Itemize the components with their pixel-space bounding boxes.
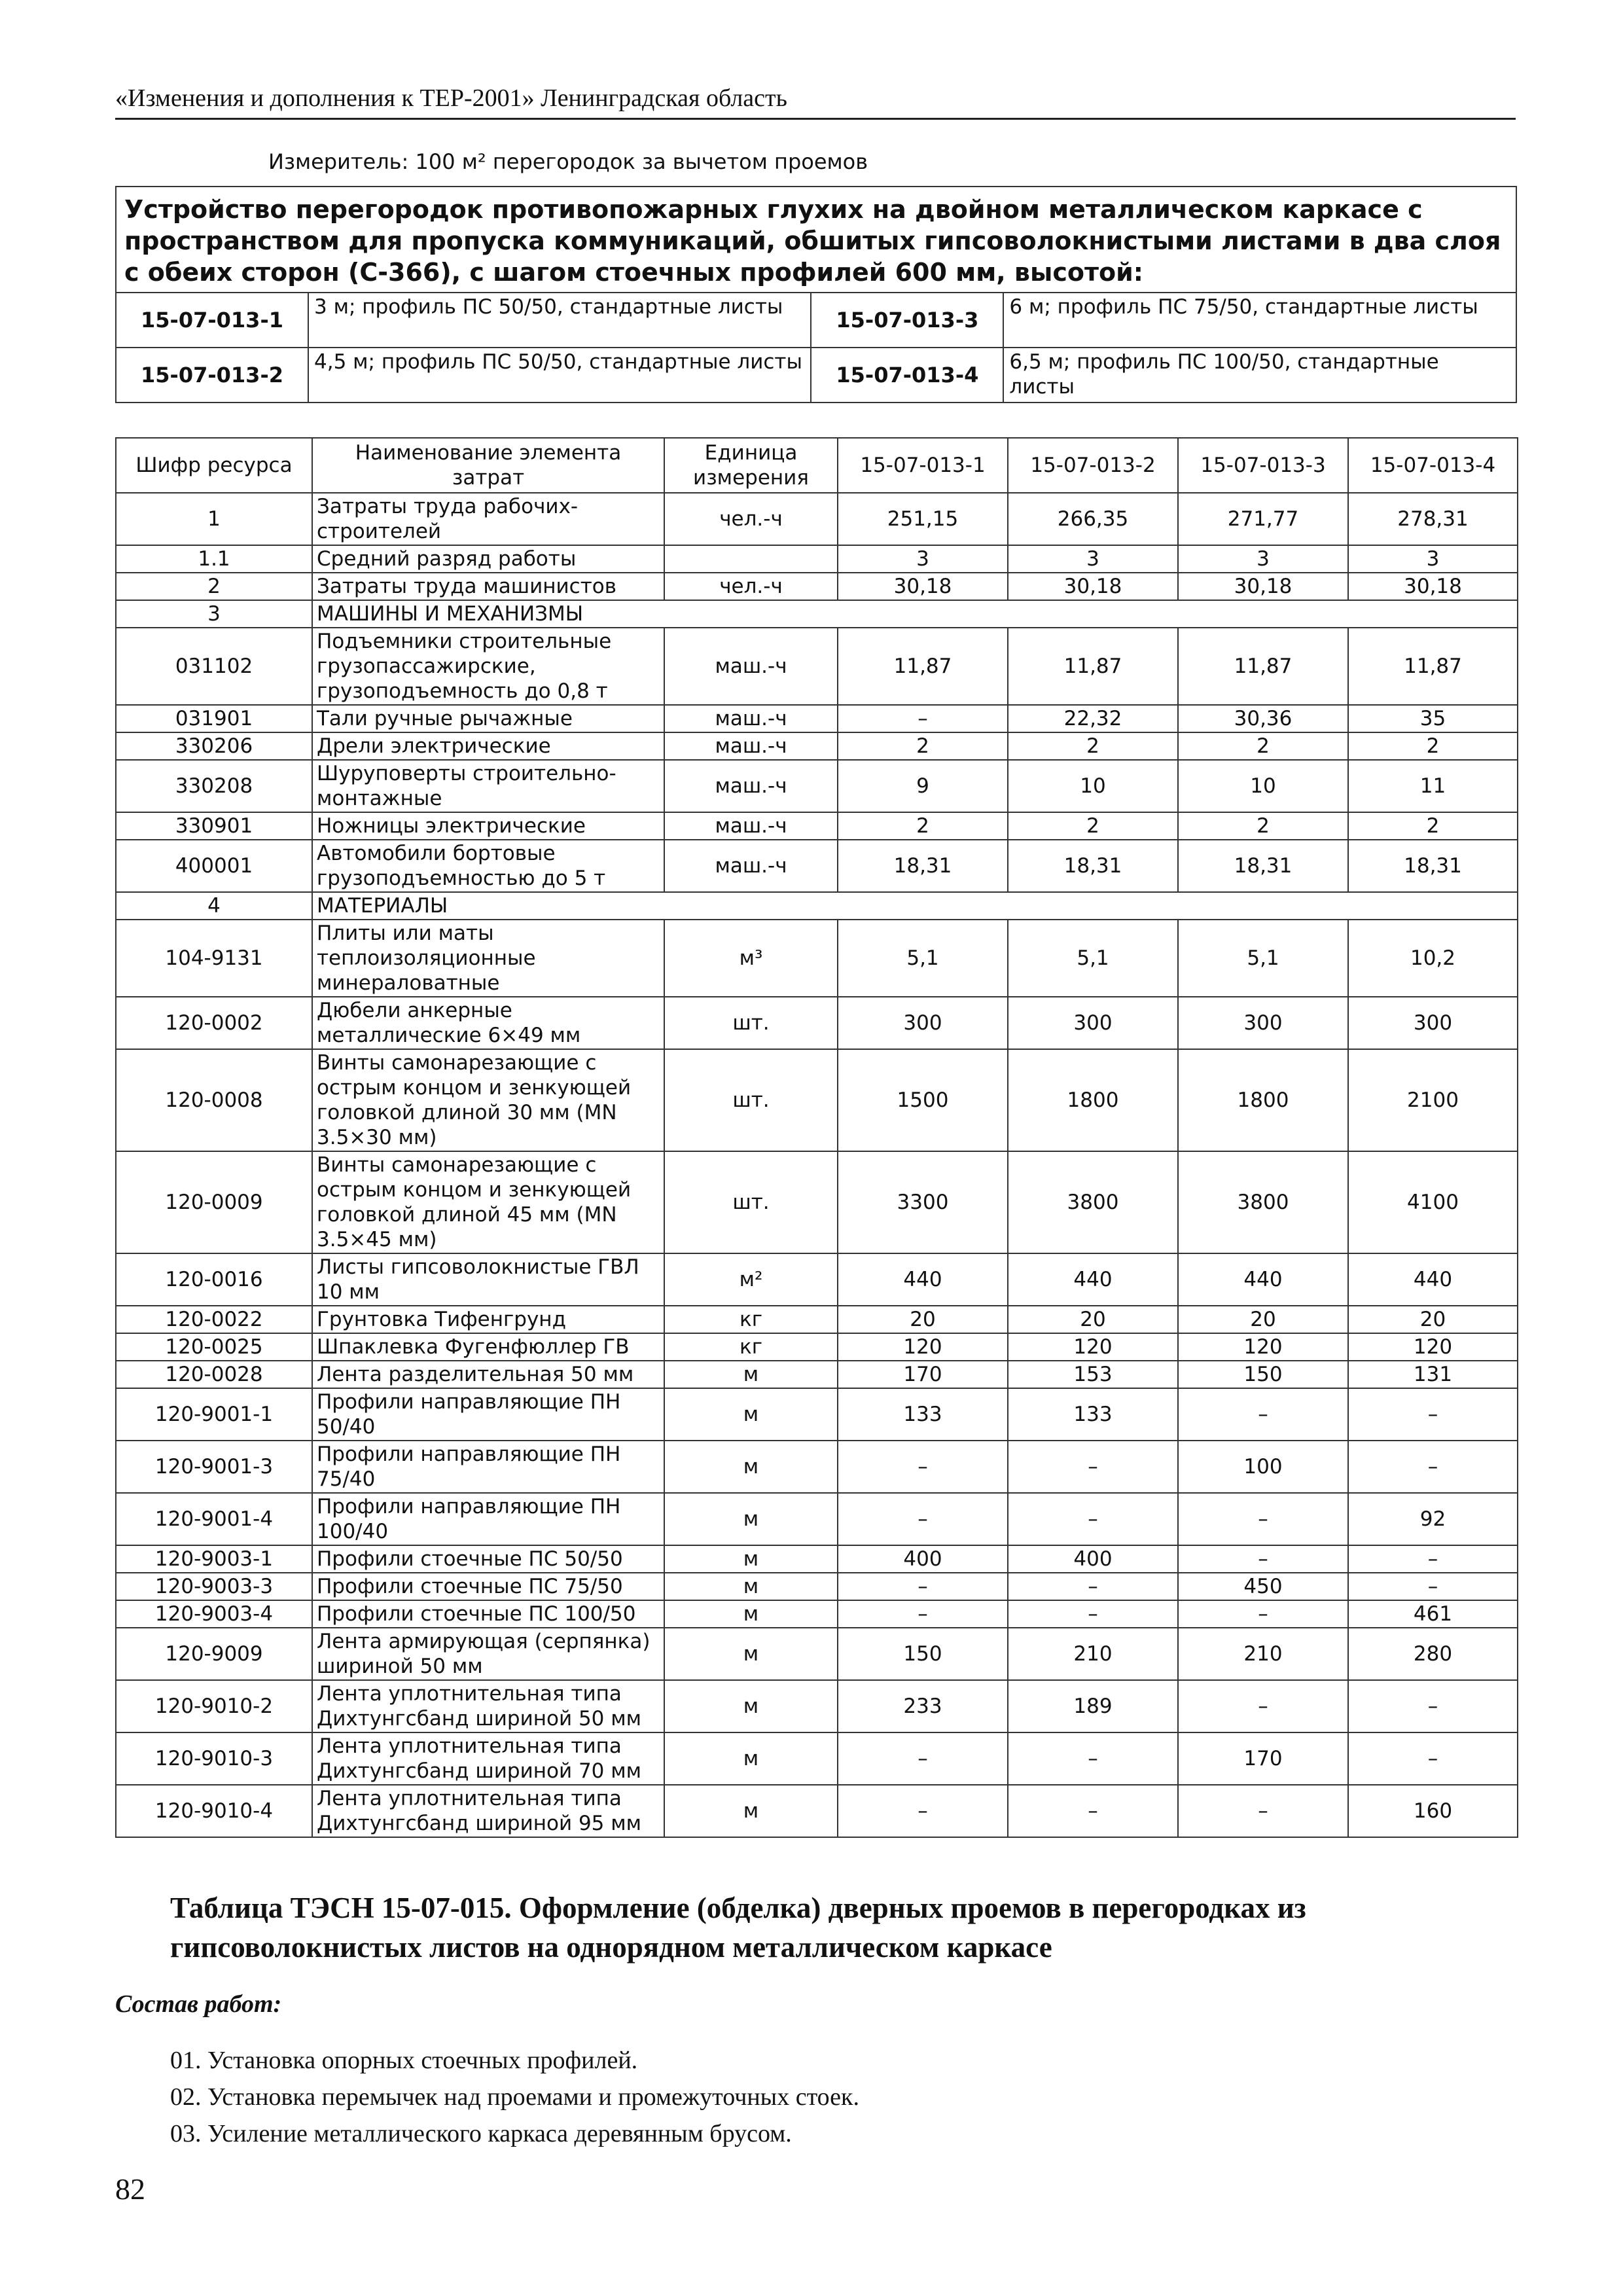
table-row bbox=[116, 600, 1518, 628]
table-row bbox=[116, 545, 1518, 573]
resource-code: 120-9010-2 bbox=[116, 1680, 312, 1732]
resource-name: Автомобили бортовые грузоподъемностью до 5 т bbox=[312, 840, 664, 892]
value-cell: 20 bbox=[1178, 1306, 1348, 1333]
work-list bbox=[170, 2042, 859, 2152]
unit-cell: кг bbox=[664, 1333, 838, 1361]
resource-name: Лента уплотнительная типа Дихтунгсбанд шириной 70 мм bbox=[312, 1732, 664, 1785]
value-cell: 233 bbox=[838, 1680, 1008, 1732]
value-cell: 2 bbox=[1008, 732, 1178, 760]
value-cell: 3800 bbox=[1178, 1151, 1348, 1253]
table-row bbox=[116, 1600, 1518, 1628]
unit-cell: маш.-ч bbox=[664, 705, 838, 732]
value-cell: 5,1 bbox=[838, 920, 1008, 997]
value-cell: 30,18 bbox=[838, 573, 1008, 600]
value-cell: 18,31 bbox=[1348, 840, 1518, 892]
resource-code: 400001 bbox=[116, 840, 312, 892]
resource-name: МАТЕРИАЛЫ bbox=[312, 892, 1518, 920]
value-cell: 11,87 bbox=[1008, 628, 1178, 705]
variant-code: 15-07-013-3 bbox=[811, 293, 1003, 348]
unit-cell: м bbox=[664, 1441, 838, 1493]
resource-name: Лента уплотнительная типа Дихтунгсбанд шириной 50 мм bbox=[312, 1680, 664, 1732]
value-cell: 2 bbox=[1348, 732, 1518, 760]
resource-code: 120-9003-3 bbox=[116, 1573, 312, 1600]
value-cell: – bbox=[838, 1573, 1008, 1600]
value-cell: – bbox=[838, 1493, 1008, 1545]
table-row bbox=[116, 1253, 1518, 1306]
value-cell: 440 bbox=[1348, 1253, 1518, 1306]
resource-name: Лента армирующая (серпянка) шириной 50 мм bbox=[312, 1628, 664, 1680]
value-cell: 120 bbox=[1008, 1333, 1178, 1361]
resource-code: 120-0002 bbox=[116, 997, 312, 1049]
column-header: 15-07-013-1 bbox=[838, 438, 1008, 493]
table-row bbox=[116, 1680, 1518, 1732]
value-cell: 11,87 bbox=[1348, 628, 1518, 705]
table-row bbox=[116, 1493, 1518, 1545]
unit-cell: м bbox=[664, 1388, 838, 1441]
resource-code: 1.1 bbox=[116, 545, 312, 573]
value-cell: 2 bbox=[1178, 812, 1348, 840]
table-row bbox=[116, 840, 1518, 892]
column-header: 15-07-013-3 bbox=[1178, 438, 1348, 493]
resource-code: 120-0009 bbox=[116, 1151, 312, 1253]
resource-name: Плиты или маты теплоизоляционные минераловатные bbox=[312, 920, 664, 997]
value-cell: – bbox=[1348, 1388, 1518, 1441]
value-cell: 35 bbox=[1348, 705, 1518, 732]
resource-code: 120-0028 bbox=[116, 1361, 312, 1388]
value-cell: – bbox=[1008, 1573, 1178, 1600]
table-row bbox=[116, 1151, 1518, 1253]
resource-code: 104-9131 bbox=[116, 920, 312, 997]
resource-code: 330901 bbox=[116, 812, 312, 840]
value-cell: 10,2 bbox=[1348, 920, 1518, 997]
value-cell: 30,36 bbox=[1178, 705, 1348, 732]
running-header: «Изменения и дополнения к ТЕР-2001» Ленинградская область bbox=[115, 84, 1516, 120]
resource-name: Ножницы электрические bbox=[312, 812, 664, 840]
unit-cell bbox=[664, 545, 838, 573]
value-cell: 450 bbox=[1178, 1573, 1348, 1600]
unit-cell: маш.-ч bbox=[664, 812, 838, 840]
table-row bbox=[116, 732, 1518, 760]
table-row bbox=[116, 573, 1518, 600]
value-cell: – bbox=[1348, 1680, 1518, 1732]
variant-code: 15-07-013-1 bbox=[116, 293, 308, 348]
column-header: 15-07-013-4 bbox=[1348, 438, 1518, 493]
column-header: Наименование элемента затрат bbox=[312, 438, 664, 493]
unit-cell: маш.-ч bbox=[664, 840, 838, 892]
value-cell: 3 bbox=[1008, 545, 1178, 573]
value-cell: – bbox=[1348, 1732, 1518, 1785]
value-cell: 2 bbox=[1348, 812, 1518, 840]
resource-code: 031901 bbox=[116, 705, 312, 732]
variant-desc: 3 м; профиль ПС 50/50, стандартные листы bbox=[308, 293, 811, 348]
table-row bbox=[116, 1628, 1518, 1680]
value-cell: 1800 bbox=[1008, 1049, 1178, 1151]
value-cell: 300 bbox=[1008, 997, 1178, 1049]
value-cell: 120 bbox=[838, 1333, 1008, 1361]
resource-code: 120-9010-4 bbox=[116, 1785, 312, 1837]
unit-cell: маш.-ч bbox=[664, 760, 838, 812]
value-cell: 440 bbox=[1008, 1253, 1178, 1306]
work-title: Устройство перегородок противопожарных глухих на двойном металлическом каркасе с пространством для пропуска коммуникаций, обшитых гипсоволокнистыми листами в два слоя с обеих сторон (С-366), с шагом стоечных профилей 600 мм, высотой: bbox=[116, 187, 1516, 293]
resource-name: Лента уплотнительная типа Дихтунгсбанд шириной 95 мм bbox=[312, 1785, 664, 1837]
value-cell: 92 bbox=[1348, 1493, 1518, 1545]
resource-code: 031102 bbox=[116, 628, 312, 705]
value-cell: 30,18 bbox=[1348, 573, 1518, 600]
table-row bbox=[116, 1333, 1518, 1361]
value-cell: – bbox=[1178, 1785, 1348, 1837]
value-cell: 440 bbox=[838, 1253, 1008, 1306]
resource-code: 120-0022 bbox=[116, 1306, 312, 1333]
table-row bbox=[116, 1732, 1518, 1785]
value-cell: 131 bbox=[1348, 1361, 1518, 1388]
table-row bbox=[116, 628, 1518, 705]
unit-cell: м bbox=[664, 1493, 838, 1545]
table-row bbox=[116, 493, 1518, 545]
unit-cell: чел.-ч bbox=[664, 573, 838, 600]
list-item: 03. Усиление металлического каркаса деревянным брусом. bbox=[170, 2120, 792, 2147]
resource-name: МАШИНЫ И МЕХАНИЗМЫ bbox=[312, 600, 1518, 628]
resource-code: 330208 bbox=[116, 760, 312, 812]
resource-name: Профили стоечные ПС 75/50 bbox=[312, 1573, 664, 1600]
value-cell: 11,87 bbox=[838, 628, 1008, 705]
resource-code: 3 bbox=[116, 600, 312, 628]
unit-cell: чел.-ч bbox=[664, 493, 838, 545]
resource-name: Затраты труда рабочих-строителей bbox=[312, 493, 664, 545]
unit-cell: маш.-ч bbox=[664, 732, 838, 760]
value-cell: – bbox=[1008, 1785, 1178, 1837]
value-cell: 160 bbox=[1348, 1785, 1518, 1837]
value-cell: 400 bbox=[1008, 1545, 1178, 1573]
value-cell: 210 bbox=[1178, 1628, 1348, 1680]
value-cell: 461 bbox=[1348, 1600, 1518, 1628]
resource-code: 4 bbox=[116, 892, 312, 920]
resource-code: 120-0025 bbox=[116, 1333, 312, 1361]
table-row bbox=[116, 1388, 1518, 1441]
table-row bbox=[116, 892, 1518, 920]
value-cell: – bbox=[838, 1732, 1008, 1785]
resource-name: Профили направляющие ПН 75/40 bbox=[312, 1441, 664, 1493]
resource-code: 330206 bbox=[116, 732, 312, 760]
value-cell: 18,31 bbox=[1008, 840, 1178, 892]
value-cell: – bbox=[1178, 1600, 1348, 1628]
value-cell: 400 bbox=[838, 1545, 1008, 1573]
value-cell: 2 bbox=[1178, 732, 1348, 760]
resource-code: 120-9010-3 bbox=[116, 1732, 312, 1785]
value-cell: 1800 bbox=[1178, 1049, 1348, 1151]
value-cell: 11,87 bbox=[1178, 628, 1348, 705]
unit-cell: м bbox=[664, 1361, 838, 1388]
table-row bbox=[116, 920, 1518, 997]
value-cell: 100 bbox=[1178, 1441, 1348, 1493]
column-header: Шифр ресурса bbox=[116, 438, 312, 493]
work-header-table bbox=[115, 186, 1517, 403]
unit-cell: шт. bbox=[664, 1049, 838, 1151]
resource-name: Профили стоечные ПС 100/50 bbox=[312, 1600, 664, 1628]
value-cell: 150 bbox=[1178, 1361, 1348, 1388]
table-row bbox=[116, 812, 1518, 840]
value-cell: 11 bbox=[1348, 760, 1518, 812]
variant-code: 15-07-013-4 bbox=[811, 348, 1003, 403]
value-cell: – bbox=[1178, 1545, 1348, 1573]
unit-cell: шт. bbox=[664, 1151, 838, 1253]
value-cell: 280 bbox=[1348, 1628, 1518, 1680]
value-cell: 18,31 bbox=[1178, 840, 1348, 892]
value-cell: 133 bbox=[1008, 1388, 1178, 1441]
value-cell: – bbox=[1008, 1732, 1178, 1785]
value-cell: 30,18 bbox=[1178, 573, 1348, 600]
resource-code: 120-9009 bbox=[116, 1628, 312, 1680]
resource-name: Винты самонарезающие с острым концом и зенкующей головкой длиной 45 мм (MN 3.5×45 мм) bbox=[312, 1151, 664, 1253]
value-cell: – bbox=[838, 1441, 1008, 1493]
unit-cell: м bbox=[664, 1573, 838, 1600]
value-cell: 440 bbox=[1178, 1253, 1348, 1306]
resource-name: Тали ручные рычажные bbox=[312, 705, 664, 732]
resource-code: 2 bbox=[116, 573, 312, 600]
value-cell: 20 bbox=[1008, 1306, 1178, 1333]
value-cell: 18,31 bbox=[838, 840, 1008, 892]
value-cell: 2 bbox=[838, 732, 1008, 760]
resource-code: 120-0016 bbox=[116, 1253, 312, 1306]
value-cell: 189 bbox=[1008, 1680, 1178, 1732]
value-cell: – bbox=[1178, 1493, 1348, 1545]
resource-code: 120-9001-4 bbox=[116, 1493, 312, 1545]
resource-code: 120-9001-3 bbox=[116, 1441, 312, 1493]
value-cell: 2100 bbox=[1348, 1049, 1518, 1151]
value-cell: 30,18 bbox=[1008, 573, 1178, 600]
value-cell: 133 bbox=[838, 1388, 1008, 1441]
value-cell: 210 bbox=[1008, 1628, 1178, 1680]
value-cell: – bbox=[1348, 1441, 1518, 1493]
value-cell: 10 bbox=[1178, 760, 1348, 812]
variant-desc: 6 м; профиль ПС 75/50, стандартные листы bbox=[1003, 293, 1516, 348]
value-cell: 3 bbox=[1178, 545, 1348, 573]
column-header: Единица измерения bbox=[664, 438, 838, 493]
value-cell: 120 bbox=[1178, 1333, 1348, 1361]
value-cell: – bbox=[838, 1785, 1008, 1837]
unit-cell: м bbox=[664, 1680, 838, 1732]
resource-code: 120-9001-1 bbox=[116, 1388, 312, 1441]
value-cell: 150 bbox=[838, 1628, 1008, 1680]
resource-name: Подъемники строительные грузопассажирские, грузоподъемность до 0,8 т bbox=[312, 628, 664, 705]
value-cell: 20 bbox=[1348, 1306, 1518, 1333]
resource-code: 1 bbox=[116, 493, 312, 545]
unit-cell: м² bbox=[664, 1253, 838, 1306]
resource-name: Дюбели анкерные металлические 6×49 мм bbox=[312, 997, 664, 1049]
value-cell: 300 bbox=[1348, 997, 1518, 1049]
resource-name: Профили направляющие ПН 50/40 bbox=[312, 1388, 664, 1441]
value-cell: – bbox=[1008, 1493, 1178, 1545]
value-cell: – bbox=[838, 1600, 1008, 1628]
resource-name: Грунтовка Тифенгрунд bbox=[312, 1306, 664, 1333]
resource-code: 120-9003-1 bbox=[116, 1545, 312, 1573]
resource-name: Шуруповерты строительно-монтажные bbox=[312, 760, 664, 812]
resource-name: Средний разряд работы bbox=[312, 545, 664, 573]
composition-label: Состав работ: bbox=[115, 1990, 282, 2018]
value-cell: 9 bbox=[838, 760, 1008, 812]
table-row bbox=[116, 1361, 1518, 1388]
value-cell: 300 bbox=[838, 997, 1008, 1049]
resource-name: Дрели электрические bbox=[312, 732, 664, 760]
value-cell: – bbox=[1008, 1600, 1178, 1628]
unit-cell: м bbox=[664, 1545, 838, 1573]
value-cell: 4100 bbox=[1348, 1151, 1518, 1253]
value-cell: 2 bbox=[838, 812, 1008, 840]
table-row bbox=[116, 1306, 1518, 1333]
value-cell: – bbox=[1348, 1573, 1518, 1600]
value-cell: 153 bbox=[1008, 1361, 1178, 1388]
unit-cell: м³ bbox=[664, 920, 838, 997]
table-row bbox=[116, 1441, 1518, 1493]
column-header: 15-07-013-2 bbox=[1008, 438, 1178, 493]
resource-name: Винты самонарезающие с острым концом и зенкующей головкой длиной 30 мм (MN 3.5×30 мм) bbox=[312, 1049, 664, 1151]
resource-name: Затраты труда машинистов bbox=[312, 573, 664, 600]
value-cell: 120 bbox=[1348, 1333, 1518, 1361]
value-cell: 3300 bbox=[838, 1151, 1008, 1253]
value-cell: 2 bbox=[1008, 812, 1178, 840]
value-cell: – bbox=[1178, 1388, 1348, 1441]
unit-cell: м bbox=[664, 1600, 838, 1628]
table-row bbox=[116, 705, 1518, 732]
resource-code: 120-0008 bbox=[116, 1049, 312, 1151]
unit-cell: м bbox=[664, 1785, 838, 1837]
value-cell: 22,32 bbox=[1008, 705, 1178, 732]
resource-name: Профили направляющие ПН 100/40 bbox=[312, 1493, 664, 1545]
table-row bbox=[116, 760, 1518, 812]
page-number: 82 bbox=[115, 2172, 145, 2206]
value-cell: 251,15 bbox=[838, 493, 1008, 545]
table-row bbox=[116, 997, 1518, 1049]
section-title: Таблица ТЭСН 15-07-015. Оформление (обделка) дверных проемов в перегородках из гипсоволокнистых листов на однорядном металлическом каркасе bbox=[170, 1892, 1306, 1964]
resource-name: Лента разделительная 50 мм bbox=[312, 1361, 664, 1388]
value-cell: 278,31 bbox=[1348, 493, 1518, 545]
resource-table bbox=[115, 437, 1518, 1838]
table-body bbox=[116, 493, 1518, 1837]
table-row bbox=[116, 1049, 1518, 1151]
table-row bbox=[116, 1785, 1518, 1837]
table-row bbox=[116, 1545, 1518, 1573]
value-cell: 300 bbox=[1178, 997, 1348, 1049]
value-cell: – bbox=[1348, 1545, 1518, 1573]
table-header-row bbox=[116, 438, 1518, 493]
value-cell: 20 bbox=[838, 1306, 1008, 1333]
value-cell: 10 bbox=[1008, 760, 1178, 812]
value-cell: – bbox=[1178, 1680, 1348, 1732]
measure-unit: Измеритель: 100 м² перегородок за вычетом проемов bbox=[268, 149, 868, 174]
unit-cell: м bbox=[664, 1732, 838, 1785]
resource-name: Шпаклевка Фугенфюллер ГВ bbox=[312, 1333, 664, 1361]
unit-cell: маш.-ч bbox=[664, 628, 838, 705]
value-cell: 170 bbox=[1178, 1732, 1348, 1785]
resource-code: 120-9003-4 bbox=[116, 1600, 312, 1628]
variant-code: 15-07-013-2 bbox=[116, 348, 308, 403]
unit-cell: кг bbox=[664, 1306, 838, 1333]
list-item: 02. Установка перемычек над проемами и промежуточных стоек. bbox=[170, 2083, 859, 2111]
unit-cell: шт. bbox=[664, 997, 838, 1049]
value-cell: 271,77 bbox=[1178, 493, 1348, 545]
value-cell: 5,1 bbox=[1008, 920, 1178, 997]
value-cell: – bbox=[838, 705, 1008, 732]
resource-name: Листы гипсоволокнистые ГВЛ 10 мм bbox=[312, 1253, 664, 1306]
value-cell: 3 bbox=[838, 545, 1008, 573]
resource-name: Профили стоечные ПС 50/50 bbox=[312, 1545, 664, 1573]
value-cell: 3800 bbox=[1008, 1151, 1178, 1253]
value-cell: 266,35 bbox=[1008, 493, 1178, 545]
table-row bbox=[116, 1573, 1518, 1600]
value-cell: 1500 bbox=[838, 1049, 1008, 1151]
list-item: 01. Установка опорных стоечных профилей. bbox=[170, 2047, 638, 2074]
value-cell: – bbox=[1008, 1441, 1178, 1493]
value-cell: 170 bbox=[838, 1361, 1008, 1388]
variant-desc: 6,5 м; профиль ПС 100/50, стандартные листы bbox=[1003, 348, 1516, 403]
unit-cell: м bbox=[664, 1628, 838, 1680]
value-cell: 3 bbox=[1348, 545, 1518, 573]
value-cell: 5,1 bbox=[1178, 920, 1348, 997]
variant-desc: 4,5 м; профиль ПС 50/50, стандартные листы bbox=[308, 348, 811, 403]
